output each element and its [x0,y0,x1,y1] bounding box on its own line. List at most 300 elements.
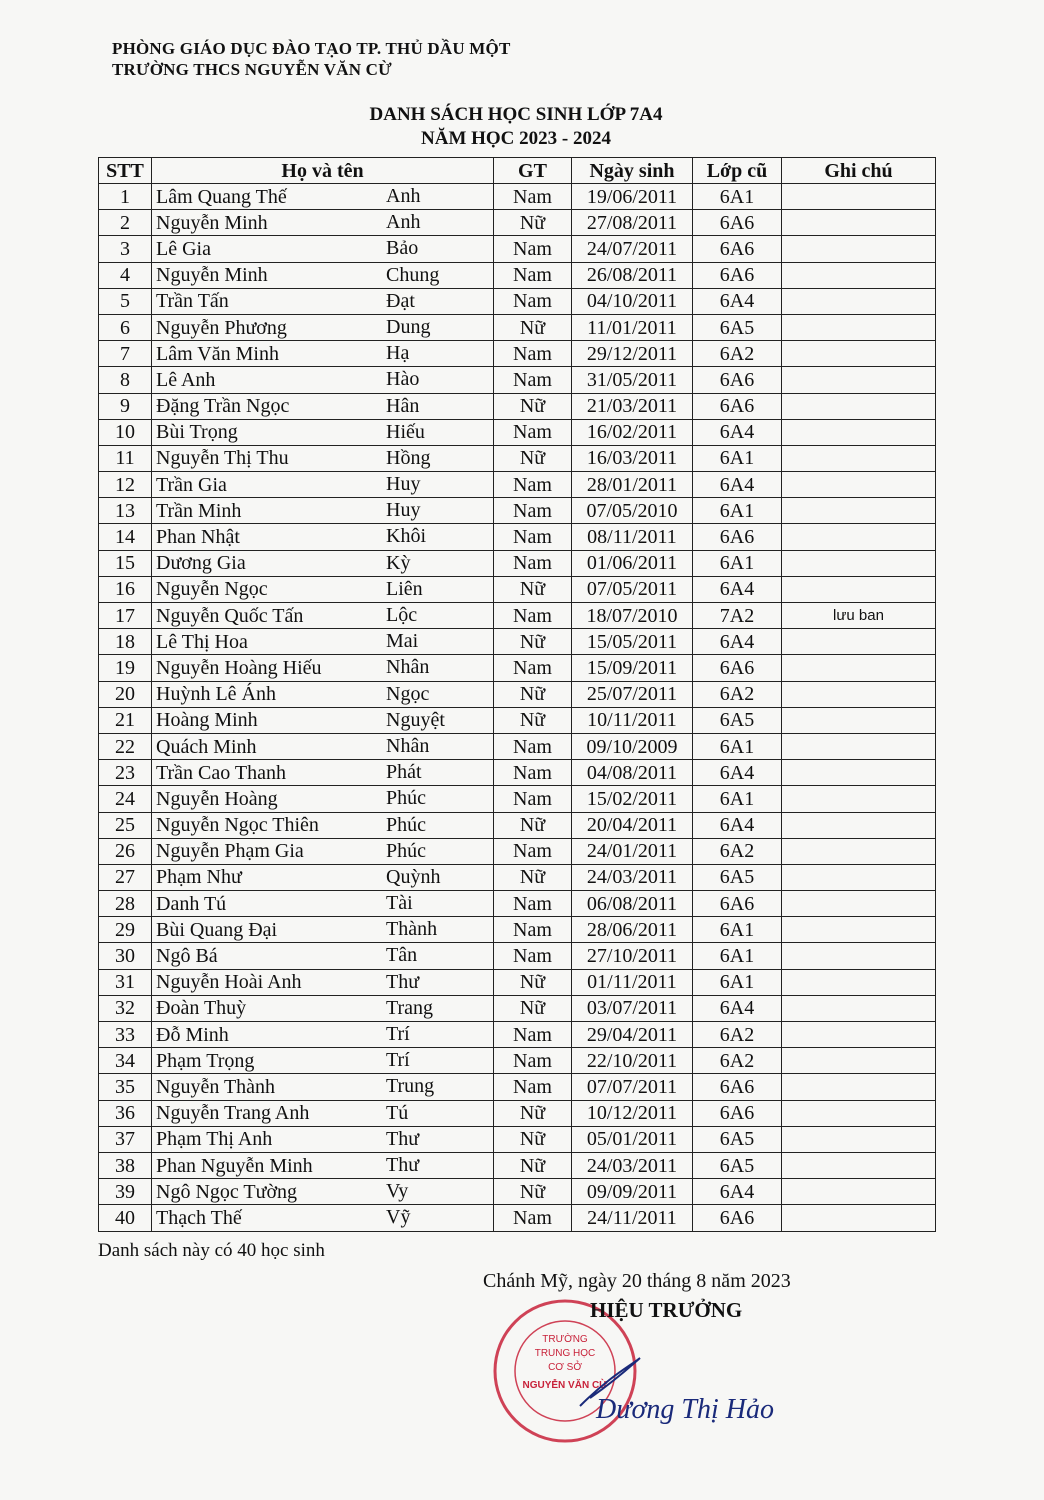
cell-ghichu: lưu ban [782,603,936,629]
table-row [99,838,936,864]
cell-lopcu: 6A6 [693,210,782,236]
cell-ten: Mai [382,629,494,655]
cell-ten: Trí [382,1022,494,1048]
cell-gt: Nữ [494,864,572,890]
cell-stt: 17 [99,603,152,629]
cell-stt: 10 [99,419,152,445]
cell-ho: Bùi Trọng [152,419,383,445]
cell-ten: Kỳ [382,550,494,576]
cell-gt: Nữ [494,969,572,995]
cell-ho: Đặng Trần Ngọc [152,393,383,419]
cell-ho: Quách Minh [152,733,383,759]
cell-gt: Nữ [494,995,572,1021]
table-row [99,288,936,314]
cell-stt: 23 [99,760,152,786]
cell-ghichu [782,786,936,812]
table-row [99,1022,936,1048]
stamp-line-2: TRUNG HỌC [534,1348,596,1359]
cell-lopcu: 6A6 [693,262,782,288]
cell-ngaysinh: 06/08/2011 [572,891,693,917]
table-row [99,760,936,786]
cell-ngaysinh: 07/05/2010 [572,498,693,524]
cell-ngaysinh: 15/02/2011 [572,786,693,812]
cell-ghichu [782,838,936,864]
cell-stt: 2 [99,210,152,236]
cell-ten: Anh [382,210,494,236]
cell-stt: 37 [99,1126,152,1152]
table-body [99,184,936,1232]
cell-ten: Lộc [382,603,494,629]
cell-ten: Đạt [382,288,494,314]
cell-stt: 36 [99,1100,152,1126]
cell-ghichu [782,917,936,943]
table-row [99,917,936,943]
cell-stt: 7 [99,341,152,367]
org-line-department: PHÒNG GIÁO DỤC ĐÀO TẠO TP. THỦ DẦU MỘT [112,39,511,58]
cell-ngaysinh: 08/11/2011 [572,524,693,550]
cell-gt: Nam [494,550,572,576]
cell-lopcu: 6A6 [693,1100,782,1126]
cell-gt: Nam [494,1022,572,1048]
cell-gt: Nam [494,341,572,367]
cell-gt: Nam [494,498,572,524]
cell-lopcu: 6A2 [693,341,782,367]
table-row [99,1179,936,1205]
cell-ghichu [782,472,936,498]
cell-ten: Thư [382,1126,494,1152]
cell-lopcu: 6A2 [693,681,782,707]
cell-lopcu: 6A5 [693,1126,782,1152]
col-hoten: Họ và tên [152,158,494,184]
cell-gt: Nữ [494,314,572,340]
cell-gt: Nam [494,1205,572,1231]
cell-stt: 19 [99,655,152,681]
cell-stt: 26 [99,838,152,864]
cell-ghichu [782,262,936,288]
cell-stt: 22 [99,733,152,759]
cell-ngaysinh: 15/05/2011 [572,629,693,655]
cell-ten: Hồng [382,445,494,471]
cell-ten: Phúc [382,812,494,838]
cell-gt: Nữ [494,1152,572,1178]
table-row [99,1126,936,1152]
cell-ngaysinh: 29/12/2011 [572,341,693,367]
cell-gt: Nam [494,236,572,262]
cell-ngaysinh: 29/04/2011 [572,1022,693,1048]
cell-ghichu [782,812,936,838]
table-row [99,314,936,340]
stamp-line-3: CƠ SỞ [548,1362,582,1373]
cell-lopcu: 6A5 [693,707,782,733]
table-row [99,341,936,367]
cell-ho: Dương Gia [152,550,383,576]
cell-lopcu: 6A5 [693,1152,782,1178]
cell-lopcu: 6A1 [693,943,782,969]
cell-gt: Nam [494,786,572,812]
cell-lopcu: 6A6 [693,236,782,262]
cell-ho: Nguyễn Phạm Gia [152,838,383,864]
cell-stt: 4 [99,262,152,288]
cell-stt: 11 [99,445,152,471]
cell-ngaysinh: 04/10/2011 [572,288,693,314]
cell-ngaysinh: 27/10/2011 [572,943,693,969]
cell-gt: Nam [494,262,572,288]
cell-stt: 9 [99,393,152,419]
cell-ghichu [782,733,936,759]
cell-gt: Nữ [494,210,572,236]
cell-ngaysinh: 07/07/2011 [572,1074,693,1100]
cell-ten: Thư [382,969,494,995]
cell-ten: Hiếu [382,419,494,445]
cell-ho: Đoàn Thuỳ [152,995,383,1021]
table-row [99,262,936,288]
place-date: Chánh Mỹ, ngày 20 tháng 8 năm 2023 [483,1270,791,1292]
cell-ngaysinh: 25/07/2011 [572,681,693,707]
cell-lopcu: 6A4 [693,576,782,602]
cell-ngaysinh: 01/06/2011 [572,550,693,576]
cell-gt: Nam [494,733,572,759]
cell-ngaysinh: 28/01/2011 [572,472,693,498]
table-row [99,864,936,890]
cell-ngaysinh: 31/05/2011 [572,367,693,393]
table-row [99,576,936,602]
cell-gt: Nam [494,419,572,445]
cell-ghichu [782,210,936,236]
table-row [99,629,936,655]
student-table [98,157,936,1232]
cell-gt: Nam [494,943,572,969]
cell-ten: Tân [382,943,494,969]
cell-lopcu: 6A4 [693,472,782,498]
cell-gt: Nam [494,838,572,864]
cell-ho: Ngô Ngọc Tường [152,1179,383,1205]
cell-ten: Phúc [382,838,494,864]
cell-ngaysinh: 24/07/2011 [572,236,693,262]
table-row [99,550,936,576]
cell-ghichu [782,550,936,576]
table-row [99,655,936,681]
table-row [99,445,936,471]
cell-gt: Nữ [494,707,572,733]
cell-stt: 24 [99,786,152,812]
cell-lopcu: 6A4 [693,995,782,1021]
cell-ten: Nhân [382,655,494,681]
cell-lopcu: 6A1 [693,550,782,576]
cell-gt: Nam [494,472,572,498]
cell-ho: Hoàng Minh [152,707,383,733]
cell-gt: Nữ [494,393,572,419]
cell-ngaysinh: 20/04/2011 [572,812,693,838]
cell-ghichu [782,655,936,681]
cell-stt: 34 [99,1048,152,1074]
cell-lopcu: 6A2 [693,1022,782,1048]
cell-ho: Lâm Văn Minh [152,341,383,367]
cell-lopcu: 6A1 [693,786,782,812]
cell-ghichu [782,419,936,445]
cell-ho: Phạm Như [152,864,383,890]
cell-lopcu: 6A5 [693,864,782,890]
cell-ghichu [782,236,936,262]
table-row [99,1205,936,1231]
cell-gt: Nữ [494,576,572,602]
table-row [99,1074,936,1100]
cell-gt: Nam [494,655,572,681]
cell-ten: Tú [382,1100,494,1126]
cell-ho: Lê Anh [152,367,383,393]
cell-stt: 38 [99,1152,152,1178]
table-row [99,498,936,524]
cell-ten: Quỳnh [382,864,494,890]
cell-ghichu [782,498,936,524]
cell-ghichu [782,341,936,367]
cell-ngaysinh: 24/03/2011 [572,1152,693,1178]
cell-ten: Thành [382,917,494,943]
cell-stt: 14 [99,524,152,550]
cell-ghichu [782,1100,936,1126]
cell-ten: Trang [382,995,494,1021]
cell-ho: Danh Tú [152,891,383,917]
cell-ho: Nguyễn Quốc Tấn [152,603,383,629]
cell-ngaysinh: 19/06/2011 [572,184,693,210]
cell-ten: Hạ [382,341,494,367]
cell-ngaysinh: 16/03/2011 [572,445,693,471]
cell-gt: Nữ [494,629,572,655]
cell-ten: Huy [382,472,494,498]
cell-ho: Huỳnh Lê Ánh [152,681,383,707]
cell-ngaysinh: 03/07/2011 [572,995,693,1021]
cell-stt: 39 [99,1179,152,1205]
cell-ghichu [782,1179,936,1205]
cell-gt: Nữ [494,812,572,838]
table-row [99,1048,936,1074]
cell-ho: Đỗ Minh [152,1022,383,1048]
cell-ghichu [782,864,936,890]
cell-ghichu [782,184,936,210]
table-row [99,1152,936,1178]
cell-ho: Nguyễn Thị Thu [152,445,383,471]
cell-lopcu: 6A1 [693,733,782,759]
table-row [99,419,936,445]
cell-ghichu [782,1048,936,1074]
cell-ho: Trần Minh [152,498,383,524]
cell-gt: Nam [494,524,572,550]
table-row [99,812,936,838]
cell-stt: 40 [99,1205,152,1231]
cell-ghichu [782,969,936,995]
cell-ghichu [782,760,936,786]
cell-ghichu [782,1152,936,1178]
cell-lopcu: 6A1 [693,445,782,471]
cell-ngaysinh: 09/10/2009 [572,733,693,759]
cell-ten: Dung [382,314,494,340]
cell-ten: Hào [382,367,494,393]
cell-ghichu [782,445,936,471]
table-row [99,236,936,262]
cell-ngaysinh: 22/10/2011 [572,1048,693,1074]
table-row [99,393,936,419]
cell-ghichu [782,393,936,419]
cell-lopcu: 6A6 [693,524,782,550]
cell-ngaysinh: 18/07/2010 [572,603,693,629]
cell-gt: Nữ [494,681,572,707]
table-row [99,367,936,393]
cell-lopcu: 7A2 [693,603,782,629]
table-row [99,733,936,759]
cell-stt: 30 [99,943,152,969]
table-row [99,184,936,210]
cell-ho: Nguyễn Trang Anh [152,1100,383,1126]
cell-ngaysinh: 27/08/2011 [572,210,693,236]
cell-ghichu [782,943,936,969]
cell-ngaysinh: 10/12/2011 [572,1100,693,1126]
table-row [99,210,936,236]
cell-stt: 27 [99,864,152,890]
cell-stt: 13 [99,498,152,524]
cell-ngaysinh: 05/01/2011 [572,1126,693,1152]
cell-ten: Trí [382,1048,494,1074]
cell-ngaysinh: 11/01/2011 [572,314,693,340]
table-row [99,707,936,733]
cell-ghichu [782,367,936,393]
col-ghichu: Ghi chú [782,158,936,184]
cell-stt: 29 [99,917,152,943]
cell-lopcu: 6A4 [693,419,782,445]
cell-stt: 20 [99,681,152,707]
cell-ten: Nguyệt [382,707,494,733]
cell-ghichu [782,314,936,340]
cell-lopcu: 6A6 [693,1074,782,1100]
cell-stt: 35 [99,1074,152,1100]
cell-ho: Nguyễn Hoàng [152,786,383,812]
cell-ngaysinh: 26/08/2011 [572,262,693,288]
table-row [99,786,936,812]
cell-ghichu [782,995,936,1021]
cell-ghichu [782,1126,936,1152]
cell-ho: Trần Gia [152,472,383,498]
cell-ghichu [782,576,936,602]
cell-gt: Nam [494,1074,572,1100]
cell-ten: Vỹ [382,1205,494,1231]
cell-lopcu: 6A6 [693,393,782,419]
school-year: NĂM HỌC 2023 - 2024 [421,128,611,149]
table-row [99,1100,936,1126]
org-line-school: TRƯỜNG THCS NGUYỄN VĂN CỪ [112,60,392,79]
col-ngaysinh: Ngày sinh [572,158,693,184]
cell-gt: Nam [494,1048,572,1074]
cell-ten: Trung [382,1074,494,1100]
signer-name: Dương Thị Hảo [596,1394,775,1425]
cell-stt: 31 [99,969,152,995]
cell-ngaysinh: 24/01/2011 [572,838,693,864]
cell-gt: Nam [494,288,572,314]
cell-ho: Nguyễn Ngọc [152,576,383,602]
table-row [99,603,936,629]
cell-stt: 8 [99,367,152,393]
col-gt: GT [494,158,572,184]
cell-ghichu [782,524,936,550]
cell-stt: 32 [99,995,152,1021]
cell-ten: Chung [382,262,494,288]
cell-ngaysinh: 09/09/2011 [572,1179,693,1205]
cell-ten: Bảo [382,236,494,262]
cell-ghichu [782,681,936,707]
cell-stt: 15 [99,550,152,576]
cell-ho: Trần Cao Thanh [152,760,383,786]
cell-ghichu [782,629,936,655]
cell-ngaysinh: 07/05/2011 [572,576,693,602]
cell-ho: Phạm Thị Anh [152,1126,383,1152]
cell-ghichu [782,1074,936,1100]
org-header [112,38,510,80]
cell-lopcu: 6A4 [693,760,782,786]
cell-ngaysinh: 04/08/2011 [572,760,693,786]
cell-gt: Nam [494,367,572,393]
cell-ho: Nguyễn Phương [152,314,383,340]
cell-stt: 25 [99,812,152,838]
cell-gt: Nữ [494,445,572,471]
cell-ho: Nguyễn Minh [152,210,383,236]
cell-lopcu: 6A1 [693,917,782,943]
student-count-note: Danh sách này có 40 học sinh [98,1240,325,1261]
cell-ho: Lâm Quang Thế [152,184,383,210]
principal-title: HIỆU TRƯỞNG [590,1298,743,1322]
cell-lopcu: 6A1 [693,498,782,524]
stamp-line-4: NGUYỄN VĂN CỪ [522,1380,608,1391]
cell-ghichu [782,288,936,314]
cell-ho: Lê Gia [152,236,383,262]
cell-ho: Nguyễn Thành [152,1074,383,1100]
cell-ho: Phan Nhật [152,524,383,550]
cell-lopcu: 6A4 [693,629,782,655]
table-row [99,969,936,995]
cell-lopcu: 6A4 [693,1179,782,1205]
cell-ten: Thư [382,1152,494,1178]
cell-stt: 18 [99,629,152,655]
cell-stt: 21 [99,707,152,733]
cell-ten: Vy [382,1179,494,1205]
cell-stt: 3 [99,236,152,262]
table-row [99,524,936,550]
cell-gt: Nữ [494,1179,572,1205]
table-header-row [99,158,936,184]
cell-lopcu: 6A4 [693,288,782,314]
cell-lopcu: 6A2 [693,838,782,864]
cell-gt: Nam [494,891,572,917]
cell-ho: Lê Thị Hoa [152,629,383,655]
cell-ten: Phát [382,760,494,786]
cell-stt: 6 [99,314,152,340]
cell-ho: Phan Nguyễn Minh [152,1152,383,1178]
cell-gt: Nam [494,760,572,786]
cell-ho: Thạch Thế [152,1205,383,1231]
table-row [99,891,936,917]
cell-ho: Phạm Trọng [152,1048,383,1074]
cell-gt: Nữ [494,1126,572,1152]
cell-gt: Nam [494,917,572,943]
cell-ho: Nguyễn Hoàng Hiếu [152,655,383,681]
cell-ngaysinh: 24/11/2011 [572,1205,693,1231]
cell-ho: Nguyễn Hoài Anh [152,969,383,995]
table-row [99,943,936,969]
cell-ten: Liên [382,576,494,602]
cell-stt: 5 [99,288,152,314]
cell-lopcu: 6A6 [693,1205,782,1231]
cell-lopcu: 6A5 [693,314,782,340]
table-row [99,472,936,498]
cell-stt: 12 [99,472,152,498]
cell-stt: 33 [99,1022,152,1048]
cell-gt: Nữ [494,1100,572,1126]
